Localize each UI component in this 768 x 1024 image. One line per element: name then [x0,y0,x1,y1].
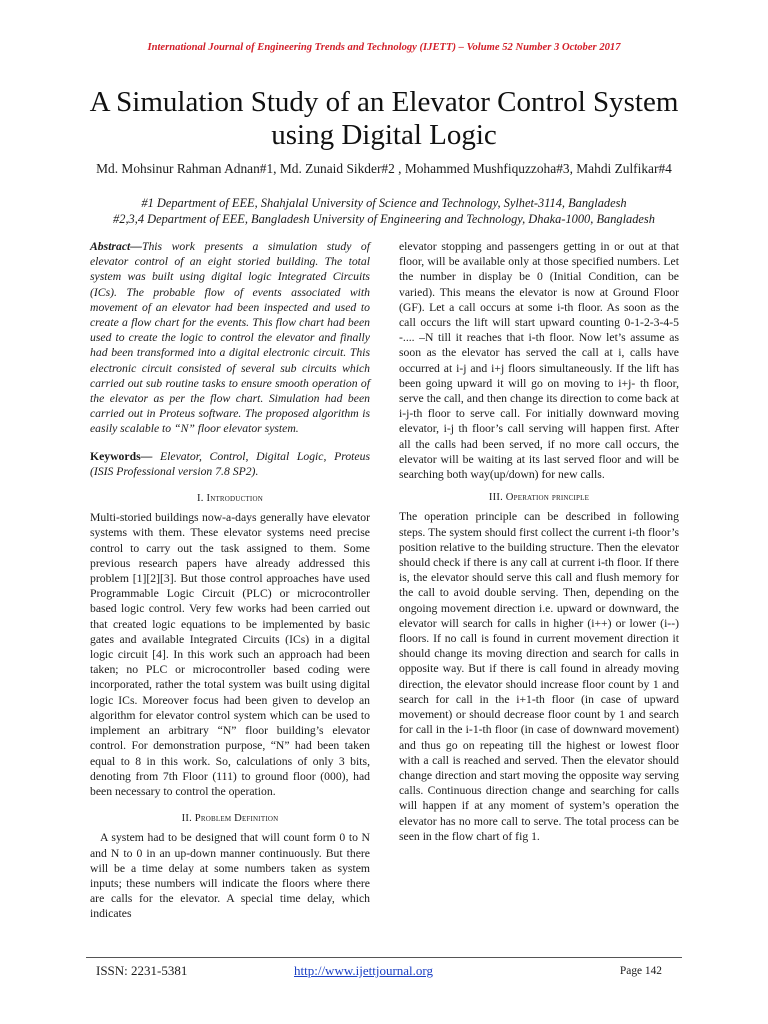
affiliation-2: #2,3,4 Department of EEE, Bangladesh University of Engineering and Technology, Dhaka-1000, Bangladesh [113,212,655,226]
right-column [399,239,679,844]
left-column [90,239,370,922]
journal-header: International Journal of Engineering Trends and Technology (IJETT) – Volume 52 Number 3 October 2017 [147,42,621,53]
paper-title: A Simulation Study of an Elevator Control System using Digital Logic [89,86,679,151]
section-heading-operation-principle: III. Operation principle [488,492,590,504]
operation-principle-paragraph: The operation principle can be described in following steps. The system should first collect the current i-th floor’s position relative to the building structure. Then the elevator should check if there is any call at current i-th floor. If there is, the elevator should serve this call and flush memory for the call to avoid double serving. Then, depending on the ongoing movement direction i.e. upward or downward, the elevator will search for calls in higher (i++) or lower (i--) floors. If no call is found in current movement direction it should change its moving direction and search for calls in opposite way. But if there is call found in already moving direction, the elevator should increase floor count by 1 and search for call in the i+1-th floor (in case of upward movement) or should decrease floor count by 1 and search for call in the i-1-th floor (in case of downward movement) and thus go on repeating till the highest or lowest floor with a call is reached and served. Then the elevator should change direction and start moving the opposite way serving calls. Continuous direction change and searching for calls will happen if at any moment of system’s operation the elevator has no more call to serve. The total process can be seen in the flow chart of fig 1. [399,510,679,843]
issn-label: ISSN: 2231-5381 [96,963,188,978]
affiliation-1: #1 Department of EEE, Shahjalal University of Science and Technology, Sylhet-3114, Bangladesh [141,196,627,210]
abstract-text: This work presents a simulation study of elevator control of an eight storied building. The total system was built using digital logic Integrated Circuits (ICs). The probable flow of events associated with movement of an elevator had been inspected and used to create a flow chart for the events. This flow chart had been used to create the logic to control the elevator and finally had been transformed into a digital electronic circuit. This electronic circuit consisted of several sub circuits which carried out sub routine tasks to ensure smooth operation of the elevator as per the flow chart. Simulation had been carried out in Proteus software. The proposed algorithm is easily scalable to “N” floor elevator system. [90,240,370,436]
introduction-paragraph: Multi-storied buildings now-a-days generally have elevator systems with them. These elevator systems need precise control to carry out the task assigned to them. Some previous research papers have already addressed this problem [1][2][3]. But those control approaches have used Programmable Logic Circuit (PLC) or microcontroller based logic control. Very few works had been carried out that created logic equations to be implemented by basic gates and available Integrated Circuits (ICs) in a digital logic circuit [4]. In this work such an approach had been taken; no PLC or microcontroller based coding were incorporated, rather the total system was built using digital logic ICs. Moreover focus had been given to develop an algorithm for elevator control system which can be used to implement an arbitrary “N” floor building’s elevator control. For demonstration purpose, “N” had been taken equal to 8 in this work. So, calculations of only 3 bits, denoting from 7th Floor (111) to ground floor (000), had been necessary to control the operation. [90,511,370,798]
abstract [90,239,370,437]
journal-url-link[interactable]: http://www.ijettjournal.org [294,963,434,978]
abstract-label: Abstract— [90,240,142,253]
keywords [90,449,370,479]
author-list: Md. Mohsinur Rahman Adnan#1, Md. Zunaid Sikder#2 , Mohammed Mushfiquzzoha#3, Mahdi Zulfikar#4 [96,161,672,176]
footer-divider [86,957,682,958]
section-heading-introduction: I. Introduction [197,493,263,505]
page-number: Page 142 [619,965,662,977]
keywords-text: Elevator, Control, Digital Logic, Proteus (ISIS Professional version 7.8 SP2). [90,449,371,478]
page-footer [86,963,682,983]
problem-definition-paragraph-1: A system had to be designed that will count form 0 to N and N to 0 in an up-down manner continuously. But there will be a time delay at some numbers taken as system inputs; these numbers will indicate the floors where there are calls for the elevator. A special time delay, which indicates [90,831,370,921]
keywords-label: Keywords— [90,449,153,463]
section-heading-problem-definition: II. Problem Definition [181,813,279,825]
problem-definition-paragraph-2: elevator stopping and passengers getting in or out at that floor, will be available only at those specified numbers. Let the number in display be 0 (Initial Condition, can be varied). This means the elevator is now at Ground Floor (GF). Let a call occurs at some i-th floor. As soon as the call occurs the lift will start upward counting 0-1-2-3-4-5 -.... –N till it reaches that i-th floor. Now let’s assume as soon as the elevator has served the call at i, calls have occurred at i-j and i+j floors simultaneously. If the lift has been going upward it will go on moving to i+j- th floor, serve the call, and then change its direction to come back at i-j-th floor to serve call. For initially downward moving elevator, i-j th floor’s call serving will happen first. After all the calls had been served, if no more call occurs, the elevator will be waiting at its last served floor and will be searching both way(up/down) for new calls. [399,240,679,482]
